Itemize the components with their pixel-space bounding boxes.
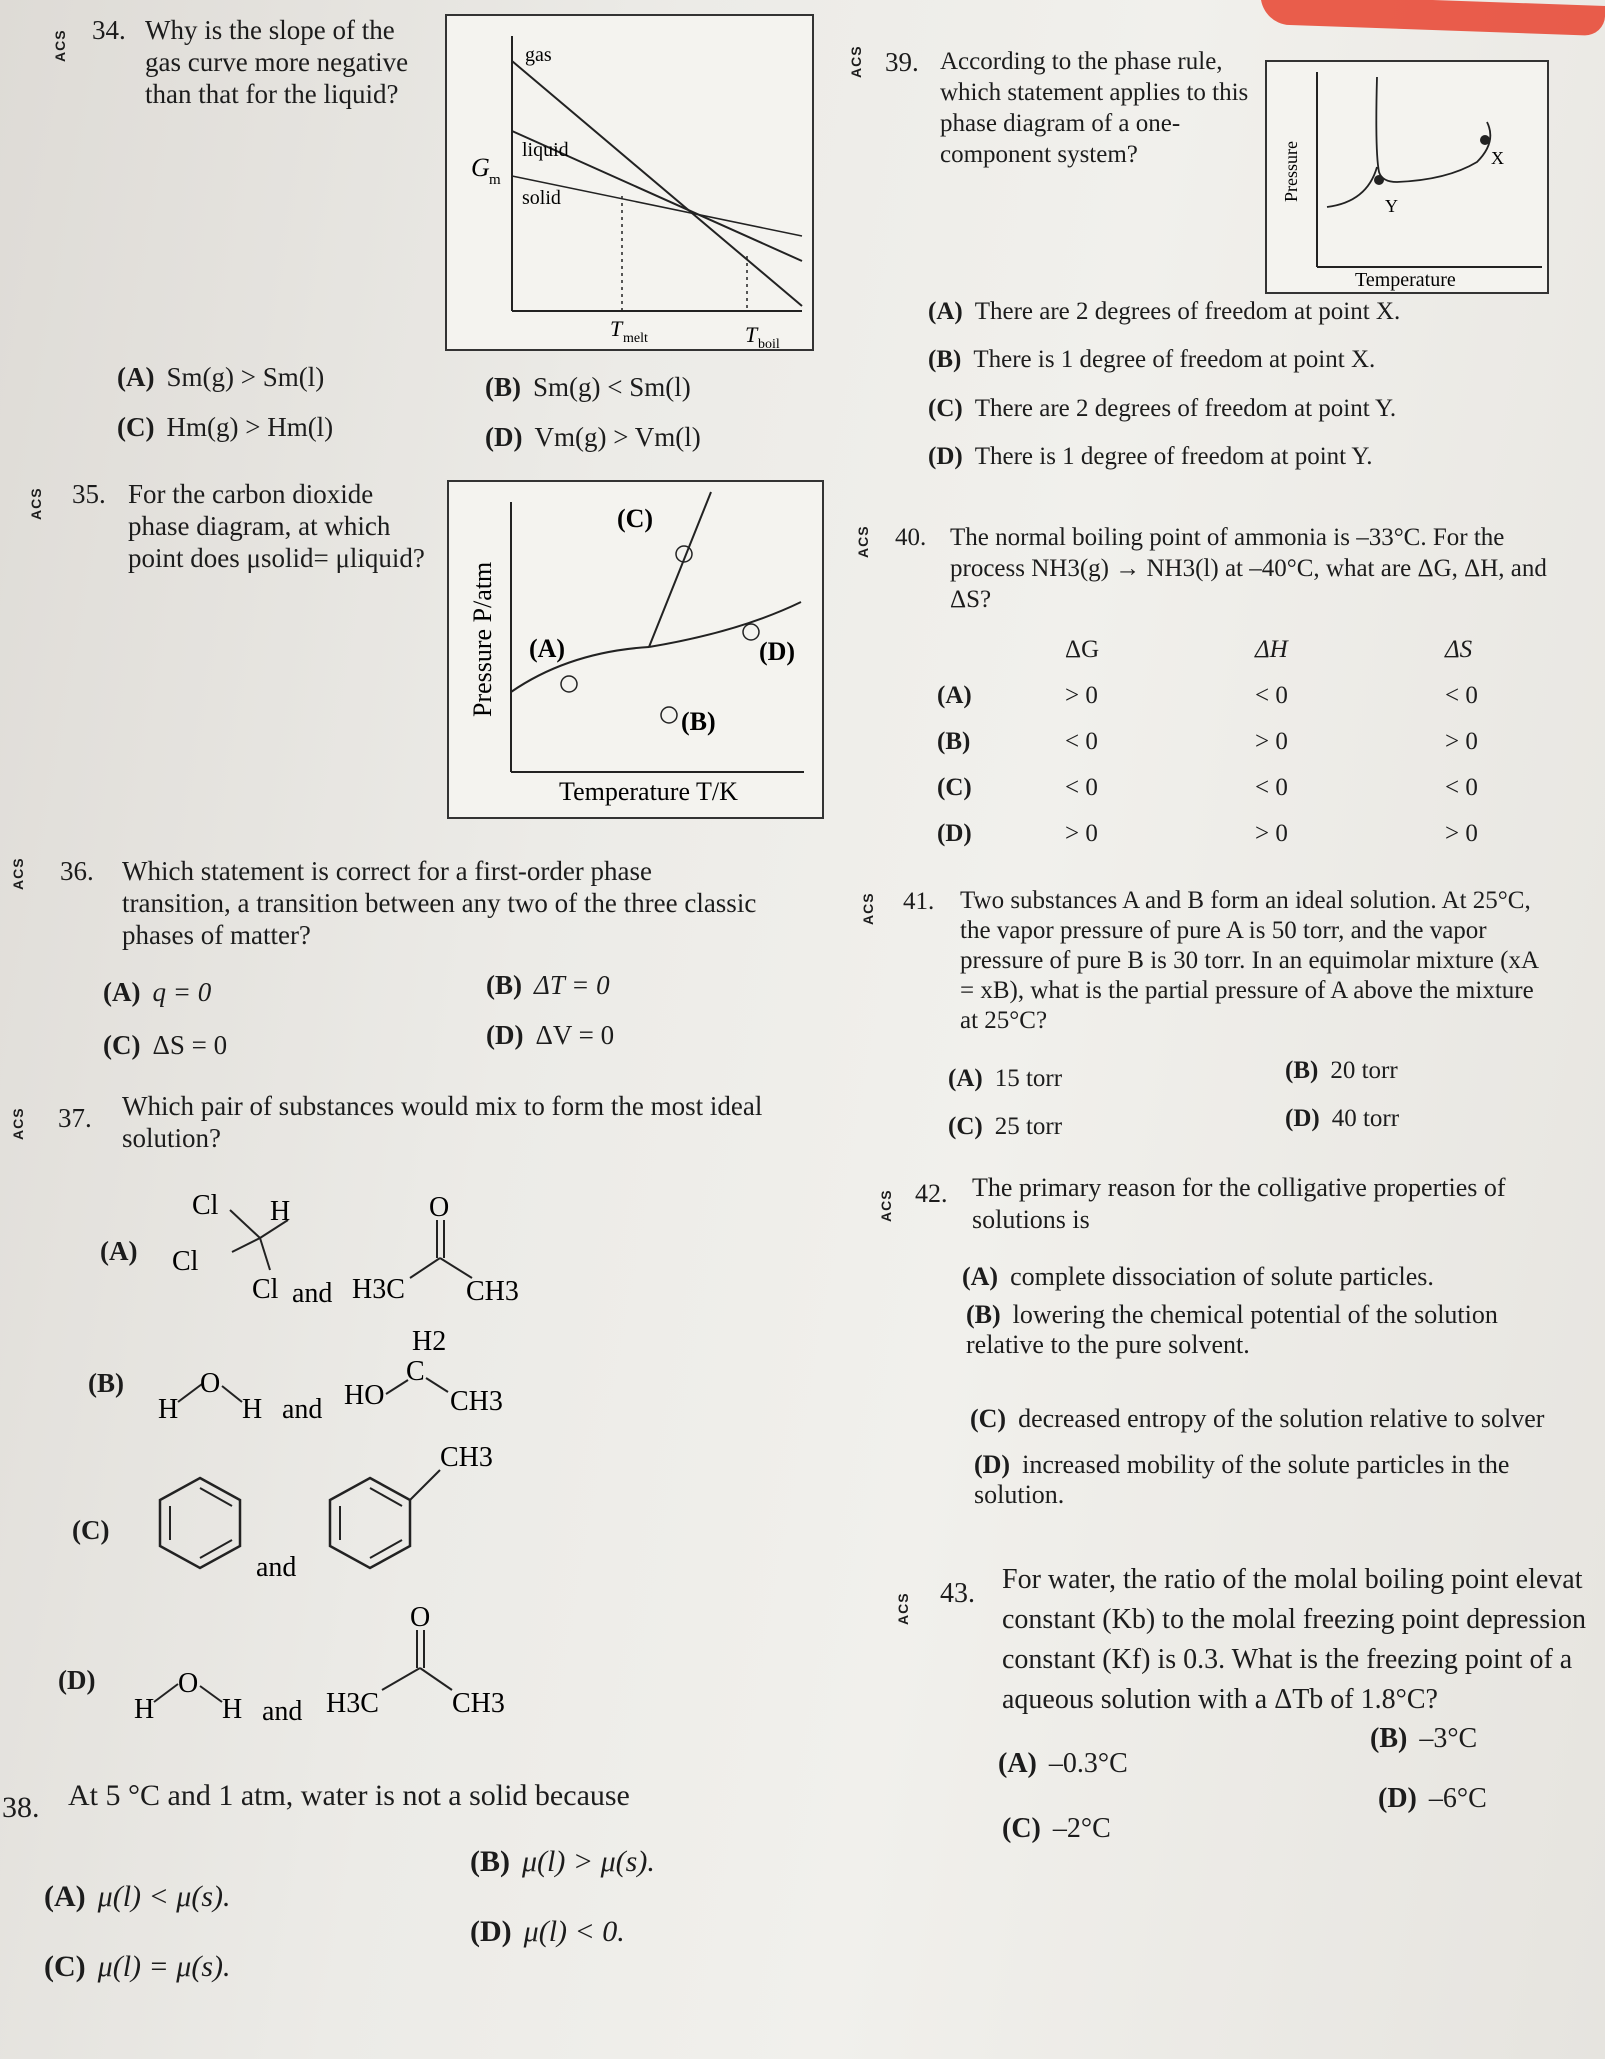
q38-option-b[interactable]: (B) μ(l) > μ(s). [470,1845,655,1878]
q39-number: 39. [885,47,919,77]
q40-row-b-key[interactable]: (B) [937,728,971,755]
q37-option-a-key[interactable]: (A) [100,1236,138,1266]
acs-label: ACS [10,1107,26,1140]
q35-point-b-label[interactable]: (B) [681,707,716,736]
q42-text: The primary reason for the colligative properties of solutions is [972,1173,1506,1234]
q38-option-d[interactable]: (D) μ(l) < 0. [470,1915,625,1948]
benzene-ring-icon [160,1478,240,1568]
q42-option-d[interactable]: (D) increased mobility of the solute particles in the solution. [974,1450,1510,1509]
q34-tboil-sub: boil [758,337,780,349]
q40-row-a-dh: < 0 [1255,682,1288,709]
q40-row-d-dh: > 0 [1255,820,1288,847]
q43-option-b[interactable]: (B) –3°C [1370,1723,1478,1754]
q37-d-o-carbonyl: O [410,1602,431,1633]
q35-number: 35. [72,479,106,509]
q37-b-h-left: H [158,1394,179,1425]
q40-row-a-ds: < 0 [1445,682,1478,709]
q37-d-h-right: H [222,1694,243,1725]
q37-d-ch3: CH3 [452,1688,505,1719]
q36-option-a[interactable]: (A) q = 0 [103,977,212,1007]
q37-text: Which pair of substances would mix to form the most ideal solution? [122,1091,763,1153]
acs-label: ACS [10,857,26,890]
q34-tmelt-label: T [610,316,623,341]
q37-a-cl-top: Cl [192,1190,219,1221]
q43-option-d[interactable]: (D) –6°C [1378,1783,1487,1814]
q39-option-a[interactable]: (A) There are 2 degrees of freedom at point X. [928,298,1401,325]
q43-text: For water, the ratio of the molal boiling point elevat constant (Kb) to the molal freezing point depression constant (Kf) is 0.3. What is the freezing point of a aqueous solution with a ΔTb of 1.8°C? [1002,1564,1586,1715]
q39-option-b[interactable]: (B) There is 1 degree of freedom at point X. [928,346,1376,373]
q39-y-axis-label: Pressure [1281,141,1301,202]
q37-option-d-key[interactable]: (D) [58,1665,96,1695]
q39-phase-diagram [1265,60,1549,294]
q37-b-o: O [200,1368,221,1399]
q41-option-a[interactable]: (A) 15 torr [948,1065,1063,1092]
q37-a-h: H [270,1196,291,1227]
q41-number: 41. [903,888,935,915]
q35-y-axis-label: Pressure P/atm [468,561,497,717]
q37-c-and: and [256,1552,297,1580]
q37-a-h3c: H3C [352,1274,405,1305]
q37-option-c-key[interactable]: (C) [72,1515,110,1545]
q39-point-x-label: X [1491,148,1504,168]
q40-row-b-ds: > 0 [1445,728,1478,755]
q39-x-axis-label: Temperature [1355,269,1456,291]
q43-option-a[interactable]: (A) –0.3°C [998,1748,1128,1779]
q38-number: 38. [2,1791,40,1824]
q34-option-c[interactable]: (C) Hm(g) > Hm(l) [117,412,334,442]
q37-a-cl-left: Cl [172,1246,199,1277]
q34-text: Why is the slope of the gas curve more negative than that for the liquid? [145,15,409,109]
q43-option-c[interactable]: (C) –2°C [1002,1813,1111,1844]
acs-label: ACS [860,892,876,925]
q37-b-ho: HO [344,1380,385,1411]
q37-d-o: O [178,1668,199,1699]
q40-row-d-ds: > 0 [1445,820,1478,847]
acs-label: ACS [848,45,864,78]
toluene-ring-icon [330,1478,410,1568]
q34-tboil-label: T [745,322,758,347]
q41-text: Two substances A and B form an ideal solution. At 25°C, the vapor pressure of pure A is 50 torr, and the vapor pressure of pure B is 30 torr. In an equimolar mixture (xA = xB), what is the partial pressure of A above the mixture at 25°C? [960,887,1538,1034]
q42-option-c[interactable]: (C) decreased entropy of the solution relative to solver [970,1404,1545,1433]
q43-number: 43. [940,1578,975,1609]
acs-label: ACS [878,1189,894,1222]
q37-c-ch3: CH3 [440,1442,493,1473]
q42-number: 42. [915,1179,948,1208]
q40-row-c-dg: < 0 [1065,774,1098,801]
q35-x-axis-label: Temperature T/K [559,777,738,806]
q39-point-y-label: Y [1385,196,1398,216]
q40-row-c-dh: < 0 [1255,774,1288,801]
q35-point-a-label[interactable]: (A) [529,634,566,663]
q34-y-axis-sub: m [489,172,501,188]
q40-row-b-dh: > 0 [1255,728,1288,755]
q37-d-and: and [262,1696,303,1727]
q36-option-c[interactable]: (C) ΔS = 0 [103,1030,228,1060]
q39-text: According to the phase rule, which statement applies to this phase diagram of a one-component system? [940,48,1249,168]
q40-row-c-ds: < 0 [1445,774,1478,801]
q34-liquid-label: liquid [522,139,569,161]
q34-gas-label: gas [525,44,552,66]
q34-number: 34. [92,15,126,45]
acs-label: ACS [52,29,68,62]
acs-label: ACS [28,487,44,520]
q40-row-a-dg: > 0 [1065,682,1098,709]
q34-option-d[interactable]: (D) Vm(g) > Vm(l) [485,422,701,452]
q36-option-d[interactable]: (D) ΔV = 0 [486,1020,615,1050]
q37-d-h3c: H3C [326,1688,379,1719]
q34-option-b[interactable]: (B) Sm(g) < Sm(l) [485,372,691,402]
q38-text: At 5 °C and 1 atm, water is not a solid because [68,1779,630,1812]
q36-number: 36. [60,856,94,886]
q40-row-c-key[interactable]: (C) [937,774,972,801]
q38-option-a[interactable]: (A) μ(l) < μ(s). [44,1880,231,1913]
q40-row-d-dg: > 0 [1065,820,1098,847]
q37-option-c-structures[interactable] [140,1430,540,1580]
q40-row-a-key[interactable]: (A) [937,682,972,709]
q35-point-c-label[interactable]: (C) [617,504,654,533]
q42-option-a[interactable]: (A) complete dissociation of solute particles. [962,1262,1434,1291]
q37-d-h-left: H [134,1694,155,1725]
q36-text: Which statement is correct for a first-order phase transition, a transition between any two of the three classic phases of matter? [122,856,757,950]
q37-option-b-structures[interactable] [150,1310,550,1430]
q36-option-b[interactable]: (B) ΔT = 0 [486,970,610,1000]
q37-number: 37. [58,1103,92,1133]
q40-row-b-dg: < 0 [1065,728,1098,755]
q40-number: 40. [895,524,927,551]
q40-text: The normal boiling point of ammonia is –33°C. For the process NH3(g) → NH3(l) at –40°C, what are ΔG, ΔH, and ΔS? [950,524,1547,613]
q34-solid-label: solid [522,187,561,209]
q41-option-d[interactable]: (D) 40 torr [1285,1105,1400,1132]
q40-answer-table [935,636,1595,856]
q40-header-ds: ΔS [1445,636,1473,663]
q35-point-d-label[interactable]: (D) [759,637,796,666]
q37-option-a-structures[interactable] [160,1180,560,1310]
q37-b-h-right: H [242,1394,263,1425]
q39-option-c[interactable]: (C) There are 2 degrees of freedom at point Y. [928,395,1397,422]
q37-a-and: and [292,1278,333,1309]
q35-text: For the carbon dioxide phase diagram, at which point does μsolid= μliquid? [128,479,425,573]
acs-label: ACS [855,525,871,558]
q37-a-cl-bottom: Cl [252,1274,279,1305]
q34-tmelt-sub: melt [623,331,648,346]
q34-y-axis-label: G [471,153,490,182]
q34-gibbs-graph [445,14,814,351]
q41-option-b[interactable]: (B) 20 torr [1285,1057,1398,1084]
q40-row-d-key[interactable]: (D) [937,820,972,847]
q37-b-c: C [406,1356,425,1387]
q34-option-a[interactable]: (A) Sm(g) > Sm(l) [117,362,325,392]
q40-header-dg: ΔG [1065,636,1100,663]
q37-b-h2: H2 [412,1326,447,1357]
q37-b-ch3: CH3 [450,1386,503,1417]
q39-option-d[interactable]: (D) There is 1 degree of freedom at point Y. [928,443,1373,470]
q37-option-b-key[interactable]: (B) [88,1368,124,1398]
q37-a-o: O [429,1192,450,1223]
q37-b-and: and [282,1394,323,1425]
q37-option-d-structures[interactable] [130,1590,550,1730]
q38-option-c[interactable]: (C) μ(l) = μ(s). [44,1950,231,1983]
acs-label: ACS [895,1592,911,1625]
q40-header-dh: ΔH [1255,636,1288,663]
q42-option-b[interactable]: (B) lowering the chemical potential of the solution relative to the pure solvent. [966,1300,1498,1359]
q37-a-ch3: CH3 [466,1276,519,1307]
q41-option-c[interactable]: (C) 25 torr [948,1113,1063,1140]
q35-co2-phase-diagram [447,480,824,819]
